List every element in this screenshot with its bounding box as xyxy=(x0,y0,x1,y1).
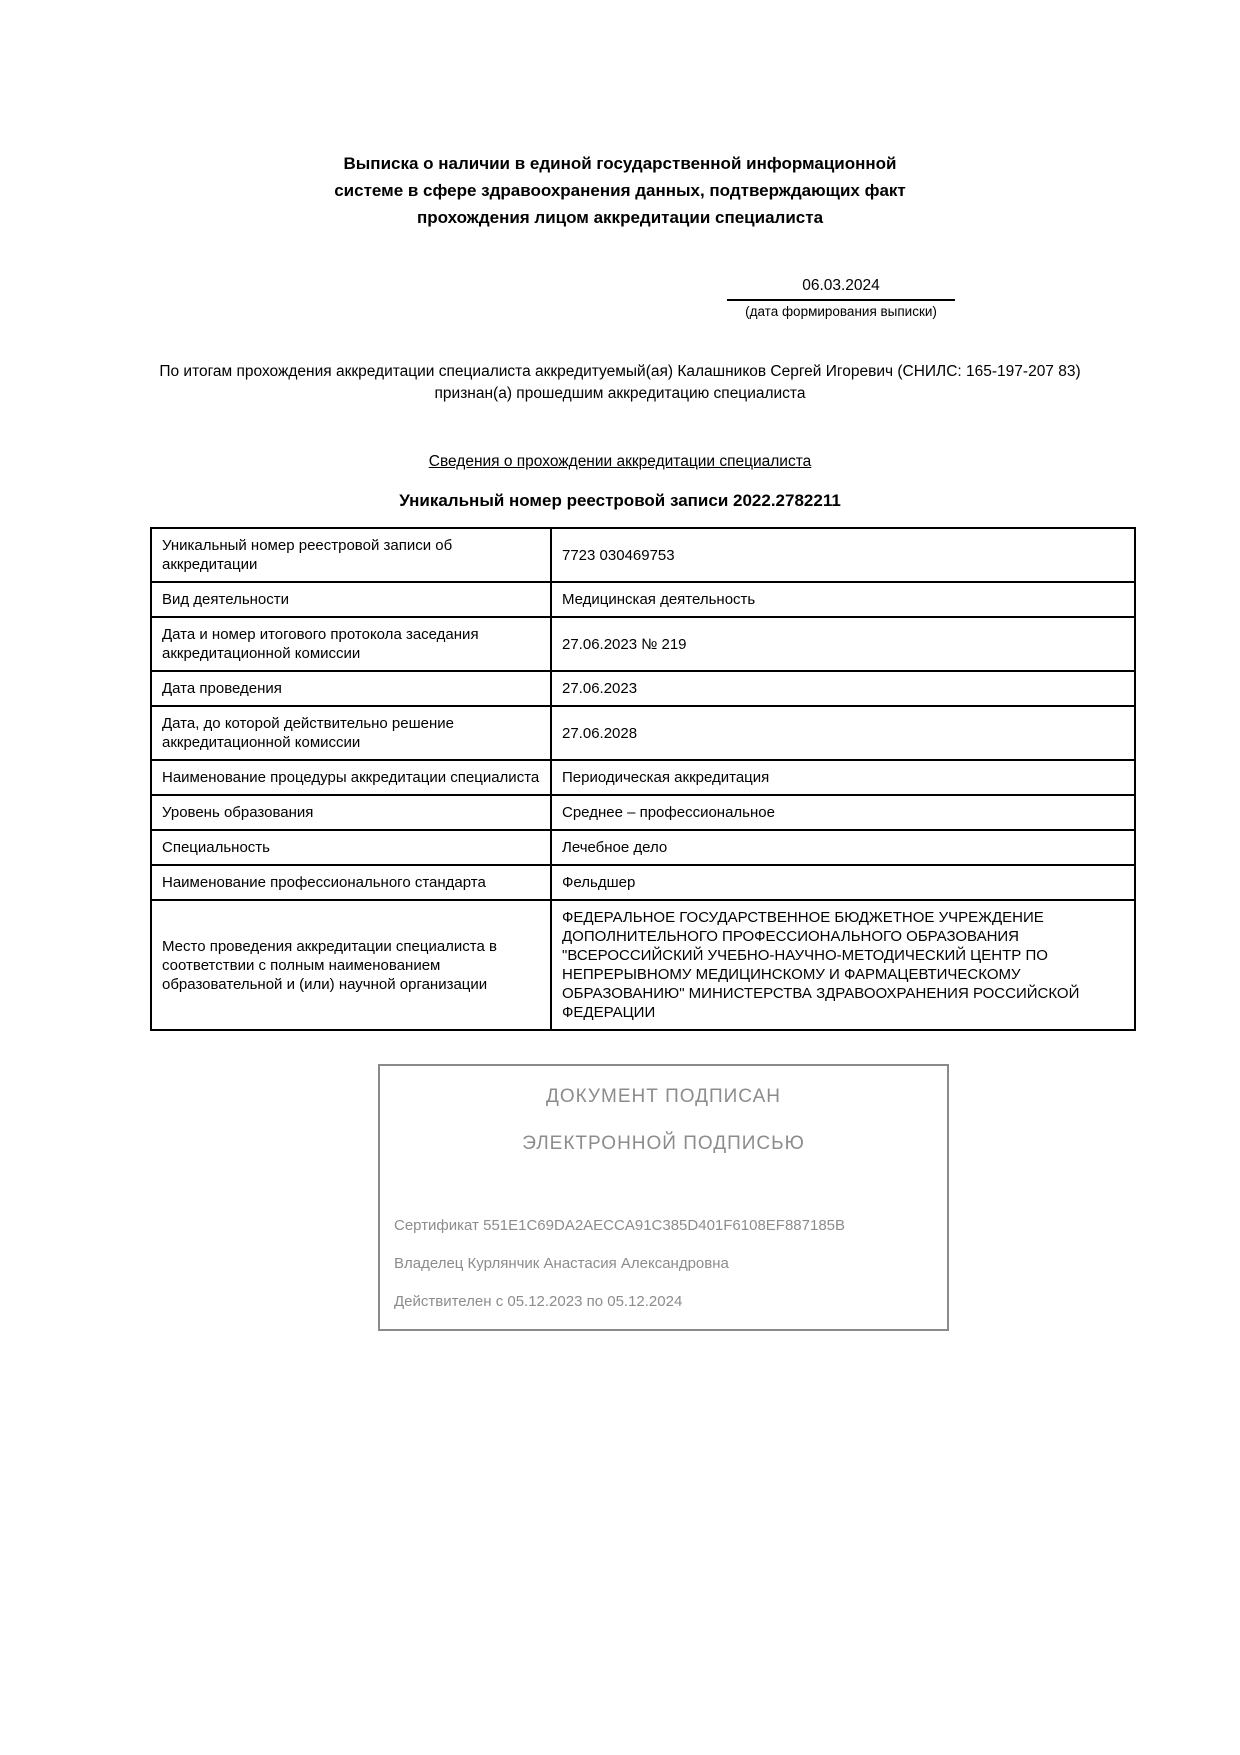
table-row xyxy=(151,865,1135,900)
intro-line: признан(а) прошедшим аккредитацию специалиста xyxy=(434,385,806,402)
table-row xyxy=(151,582,1135,617)
electronic-signature-stamp xyxy=(378,1064,949,1331)
table-row xyxy=(151,900,1135,1030)
accreditation-table xyxy=(150,527,1136,1031)
signature-certificate: Сертификат 551E1C69DA2AECCA91C385D401F6108EF887185B xyxy=(394,1217,846,1234)
row-label: Уровень образования xyxy=(151,795,551,830)
document-title xyxy=(150,150,1090,231)
signature-title-line: ДОКУМЕНТ ПОДПИСАН xyxy=(546,1086,781,1107)
row-value: 27.06.2023 № 219 xyxy=(551,617,1135,671)
row-label: Место проведения аккредитации специалиста в соответствии с полным наименованием образовательной и (или) научной организации xyxy=(151,900,551,1030)
row-value: 27.06.2023 xyxy=(551,671,1135,706)
table-row xyxy=(151,795,1135,830)
signature-title-line: ЭЛЕКТРОННОЙ ПОДПИСЬЮ xyxy=(522,1133,805,1154)
formation-date-caption: (дата формирования выписки) xyxy=(745,304,937,319)
registry-record-heading: Уникальный номер реестровой записи 2022.2782211 xyxy=(399,491,841,510)
row-value: Среднее – профессиональное xyxy=(551,795,1135,830)
table-row xyxy=(151,706,1135,760)
intro-line: По итогам прохождения аккредитации специалиста аккредитуемый(ая) Калашников Сергей Игоревич (СНИЛС: 165-197-207 83) xyxy=(159,363,1081,380)
row-label: Уникальный номер реестровой записи об аккредитации xyxy=(151,528,551,582)
formation-date-block xyxy=(727,277,955,319)
row-value: 7723 030469753 xyxy=(551,528,1135,582)
table-row xyxy=(151,671,1135,706)
table-row xyxy=(151,617,1135,671)
row-value: Лечебное дело xyxy=(551,830,1135,865)
row-value: ФЕДЕРАЛЬНОЕ ГОСУДАРСТВЕННОЕ БЮДЖЕТНОЕ УЧРЕЖДЕНИЕ ДОПОЛНИТЕЛЬНОГО ПРОФЕССИОНАЛЬНОГО ОБРАЗОВАНИЯ "ВСЕРОССИЙСКИЙ УЧЕБНО-НАУЧНО-МЕТОДИЧЕСКИЙ ЦЕНТР ПО НЕПРЕРЫВНОМУ МЕДИЦИНСКОМУ И ФАРМАЦЕВТИЧЕСКОМУ ОБРАЗОВАНИЮ" МИНИСТЕРСТВА ЗДРАВООХРАНЕНИЯ РОССИЙСКОЙ ФЕДЕРАЦИИ xyxy=(551,900,1135,1030)
table-row xyxy=(151,830,1135,865)
row-label: Дата, до которой действительно решение аккредитационной комиссии xyxy=(151,706,551,760)
document-title-line: Выписка о наличии в единой государственной информационной xyxy=(343,154,897,173)
row-label: Дата и номер итогового протокола заседания аккредитационной комиссии xyxy=(151,617,551,671)
row-value: Фельдшер xyxy=(551,865,1135,900)
table-row xyxy=(151,528,1135,582)
row-label: Наименование профессионального стандарта xyxy=(151,865,551,900)
row-label: Наименование процедуры аккредитации специалиста xyxy=(151,760,551,795)
formation-date-value: 06.03.2024 xyxy=(727,277,955,301)
signature-validity: Действителен с 05.12.2023 по 05.12.2024 xyxy=(394,1293,683,1310)
document-title-line: системе в сфере здравоохранения данных, подтверждающих факт xyxy=(334,181,906,200)
intro-paragraph xyxy=(150,361,1090,405)
row-label: Специальность xyxy=(151,830,551,865)
row-value: 27.06.2028 xyxy=(551,706,1135,760)
row-value: Периодическая аккредитация xyxy=(551,760,1135,795)
row-label: Вид деятельности xyxy=(151,582,551,617)
section-heading: Сведения о прохождении аккредитации специалиста xyxy=(428,453,812,470)
document-title-line: прохождения лицом аккредитации специалиста xyxy=(416,208,824,227)
table-row xyxy=(151,760,1135,795)
signature-owner: Владелец Курлянчик Анастасия Александровна xyxy=(394,1255,729,1272)
row-label: Дата проведения xyxy=(151,671,551,706)
row-value: Медицинская деятельность xyxy=(551,582,1135,617)
